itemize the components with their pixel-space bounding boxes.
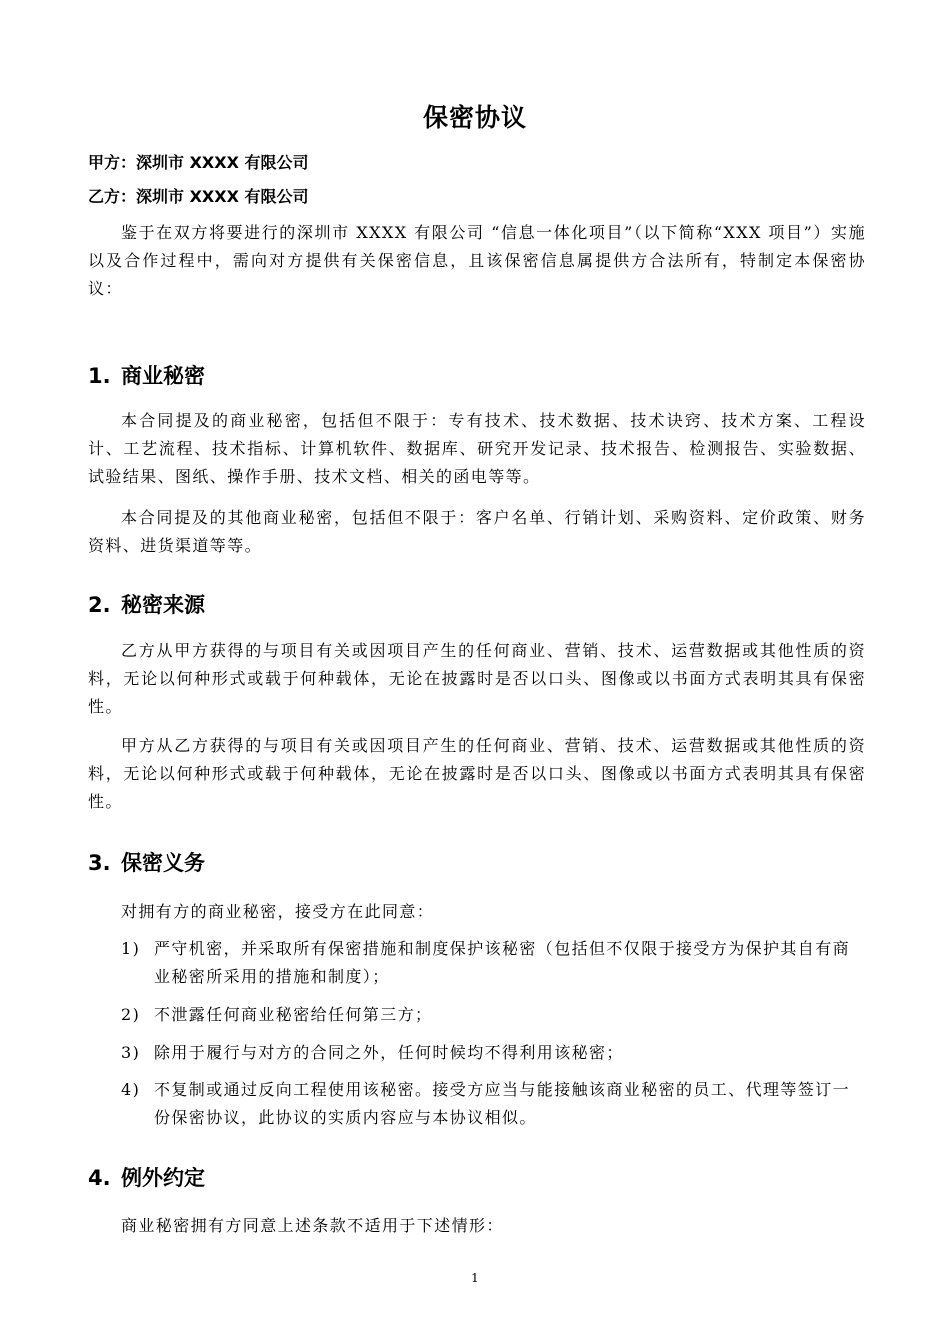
- section-2-heading: [88, 590, 205, 620]
- list-item-text: 严守机密，并采取所有保密措施和制度保护该秘密（包括但不仅限于接受方为保护其自有商业秘密所采用的措施和制度）；: [154, 939, 851, 986]
- section-title: 商业秘密: [121, 364, 205, 388]
- section-2-paragraph-2: 甲方从乙方获得的与项目有关或因项目产生的任何商业、营销、技术、运营数据或其他性质的资料，无论以何种形式或载于何种载体，无论在披露时是否以口头、图像或以书面方式表明其具有保密性。: [88, 736, 866, 811]
- preamble-paragraph: 鉴于在双方将要进行的深圳市 XXXX 有限公司 “信息一体化项目”（以下简称“XXX 项目”）实施以及合作过程中，需向对方提供有关保密信息，且该保密信息属提供方合法所有，特制定本保密协议：: [88, 223, 866, 298]
- section-4-intro: 商业秘密拥有方同意上述条款不适用于下述情形：: [121, 1216, 504, 1235]
- section-title: 保密义务: [121, 851, 205, 875]
- section-2-paragraph-1: 乙方从甲方获得的与项目有关或因项目产生的任何商业、营销、技术、运营数据或其他性质的资料，无论以何种形式或载于何种载体，无论在披露时是否以口头、图像或以书面方式表明其具有保密性。: [88, 641, 866, 716]
- list-item-text: 不复制或通过反向工程使用该秘密。接受方应当与能接触该商业秘密的员工、代理等签订一份保密协议，此协议的实质内容应与本协议相似。: [154, 1080, 851, 1127]
- section-3-heading: [88, 848, 205, 878]
- list-item: [121, 935, 866, 991]
- list-marker: 3): [121, 1043, 141, 1062]
- section-1-paragraph-2: 本合同提及的其他商业秘密，包括但不限于：客户名单、行销计划、采购资料、定价政策、财务资料、进货渠道等等。: [88, 508, 866, 555]
- section-3-intro: 对拥有方的商业秘密，接受方在此同意：: [121, 902, 435, 921]
- list-marker: 1): [121, 939, 141, 958]
- section-4-heading: [88, 1163, 205, 1193]
- list-item-text: 不泄露任何商业秘密给任何第三方；: [154, 1005, 433, 1024]
- party-b: 乙方：深圳市 XXXX 有限公司: [88, 187, 309, 206]
- section-number: 4.: [88, 1166, 111, 1190]
- page-number: 1: [471, 1271, 479, 1285]
- section-1-heading: [88, 361, 205, 391]
- section-number: 3.: [88, 851, 111, 875]
- list-item-text: 除用于履行与对方的合同之外，任何时候均不得利用该秘密；: [154, 1043, 624, 1062]
- list-marker: 4): [121, 1080, 141, 1099]
- section-number: 1.: [88, 364, 111, 388]
- party-a: 甲方：深圳市 XXXX 有限公司: [88, 153, 309, 172]
- list-item: [121, 1001, 866, 1029]
- section-title: 秘密来源: [121, 593, 205, 617]
- list-item: [121, 1039, 866, 1067]
- section-1-paragraph-1: 本合同提及的商业秘密，包括但不限于：专有技术、技术数据、技术诀窍、技术方案、工程设计、工艺流程、技术指标、计算机软件、数据库、研究开发记录、技术报告、检测报告、实验数据、试验结果、图纸、操作手册、技术文档、相关的函电等等。: [88, 411, 866, 486]
- section-title: 例外约定: [121, 1166, 205, 1190]
- list-marker: 2): [121, 1005, 141, 1024]
- document-title: 保密协议: [422, 103, 527, 132]
- section-number: 2.: [88, 593, 111, 617]
- list-item: [121, 1076, 866, 1132]
